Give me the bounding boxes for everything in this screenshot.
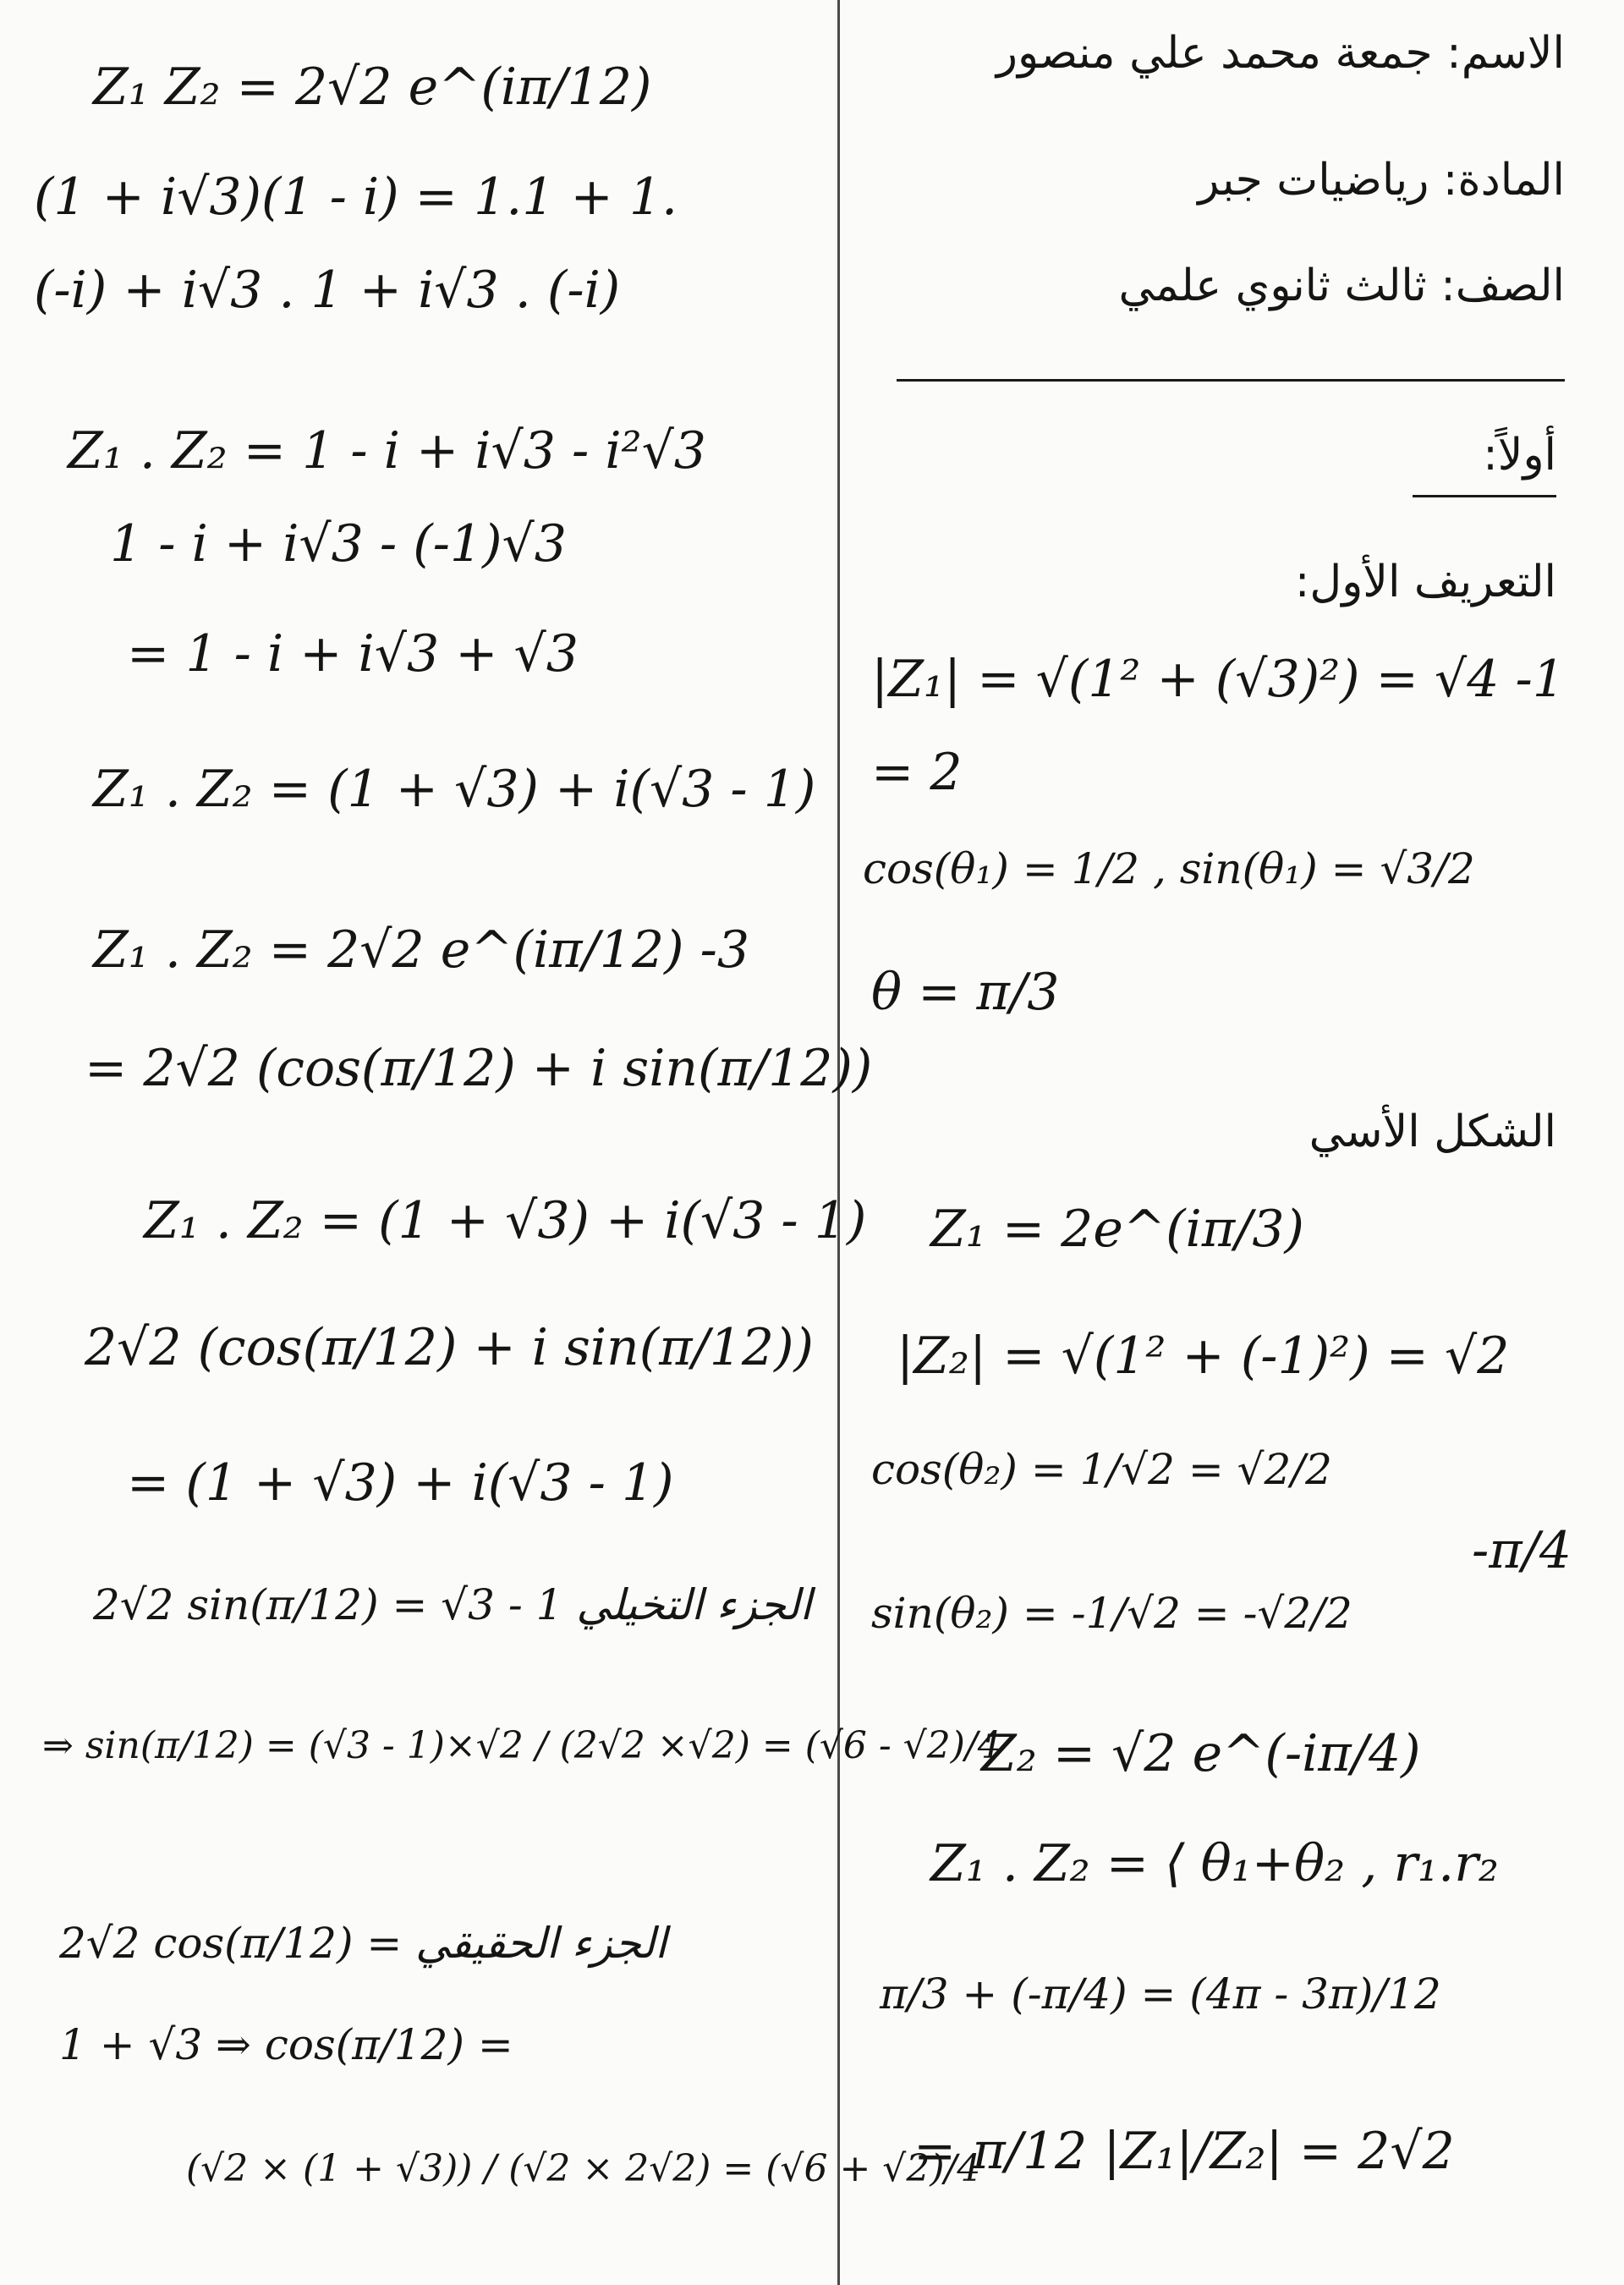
z1-exponential: Z₁ = 2e^(iπ/3)	[930, 1200, 1304, 1259]
real-part: 2√2 cos(π/12) = الجزء الحقيقي	[59, 1919, 667, 1968]
modulus-z1: |Z₁| = √(1² + (√3)²) = √4 -1	[871, 650, 1565, 709]
z2-exponential: Z₂ = √2 e^(-iπ/4)	[981, 1724, 1421, 1783]
exponential-form: Z₁ . Z₂ = 2√2 e^(iπ/12) -3	[93, 920, 750, 980]
trig-theta1: cos(θ₁) = 1/2 , sin(θ₁) = √3/2	[863, 844, 1475, 893]
subject-line: المادة: رياضيات جبر	[1198, 155, 1565, 206]
equate-forms-2: 2√2 (cos(π/12) + i sin(π/12))	[85, 1318, 814, 1377]
product-rule: Z₁ . Z₂ = ⟨ θ₁+θ₂ , r₁.r₂	[930, 1834, 1499, 1893]
section-title: أولاً:	[1483, 430, 1556, 481]
theta1-value: θ = π/3	[871, 963, 1060, 1022]
modulus-z1-result: = 2	[871, 743, 963, 802]
theta2-value: -π/4	[1472, 1521, 1572, 1580]
expand-step-5: = 1 - i + i√3 + √3	[127, 624, 579, 684]
student-name: الاسم: جمعة محمد علي منصور	[996, 28, 1565, 79]
equate-forms-3: = (1 + √3) + i(√3 - 1)	[127, 1453, 674, 1513]
cos-pi-over-12: (√2 × (1 + √3)) / (√2 × 2√2) = (√6 + √2)/4	[186, 2147, 981, 2190]
imaginary-part: 2√2 sin(π/12) = √3 - 1 الجزء التخيلي	[93, 1580, 812, 1629]
definition-heading: التعريف الأول:	[1294, 557, 1556, 607]
column-divider	[837, 0, 840, 2285]
modulus-z2: |Z₂| = √(1² + (-1)²) = √2	[897, 1327, 1510, 1386]
sin-pi-over-12: ⇒ sin(π/12) = (√3 - 1)×√2 / (2√2 ×√2) = (√6 - √2)/4	[42, 1724, 1001, 1767]
angle-result: = π/12 |Z₁|/Z₂| = 2√2	[914, 2122, 1455, 2181]
product-exponential: Z₁ Z₂ = 2√2 e^(iπ/12)	[93, 58, 652, 117]
cos-step: 1 + √3 ⇒ cos(π/12) =	[59, 2020, 513, 2069]
angle-sum: π/3 + (-π/4) = (4π - 3π)/12	[880, 1969, 1441, 2019]
expand-step-4: 1 - i + i√3 - (-1)√3	[110, 514, 567, 574]
header-underline	[897, 379, 1565, 382]
trig-form: = 2√2 (cos(π/12) + i sin(π/12))	[85, 1039, 873, 1098]
cos-theta2: cos(θ₂) = 1/√2 = √2/2	[871, 1445, 1332, 1494]
sin-theta2: sin(θ₂) = -1/√2 = -√2/2	[871, 1589, 1352, 1638]
algebraic-form: Z₁ . Z₂ = (1 + √3) + i(√3 - 1)	[93, 760, 816, 819]
right-column	[863, 0, 1599, 2285]
expand-step-3: Z₁ . Z₂ = 1 - i + i√3 - i²√3	[68, 421, 706, 481]
grade-line: الصف: ثالث ثانوي علمي	[1118, 261, 1565, 311]
equate-forms-1: Z₁ . Z₂ = (1 + √3) + i(√3 - 1)	[144, 1191, 867, 1250]
expand-step-1: (1 + i√3)(1 - i) = 1.1 + 1.	[34, 168, 678, 227]
expand-step-2: (-i) + i√3 . 1 + i√3 . (-i)	[34, 261, 621, 320]
section-title-underline	[1413, 495, 1556, 497]
exponential-form-heading: الشكل الأسي	[1309, 1107, 1556, 1157]
